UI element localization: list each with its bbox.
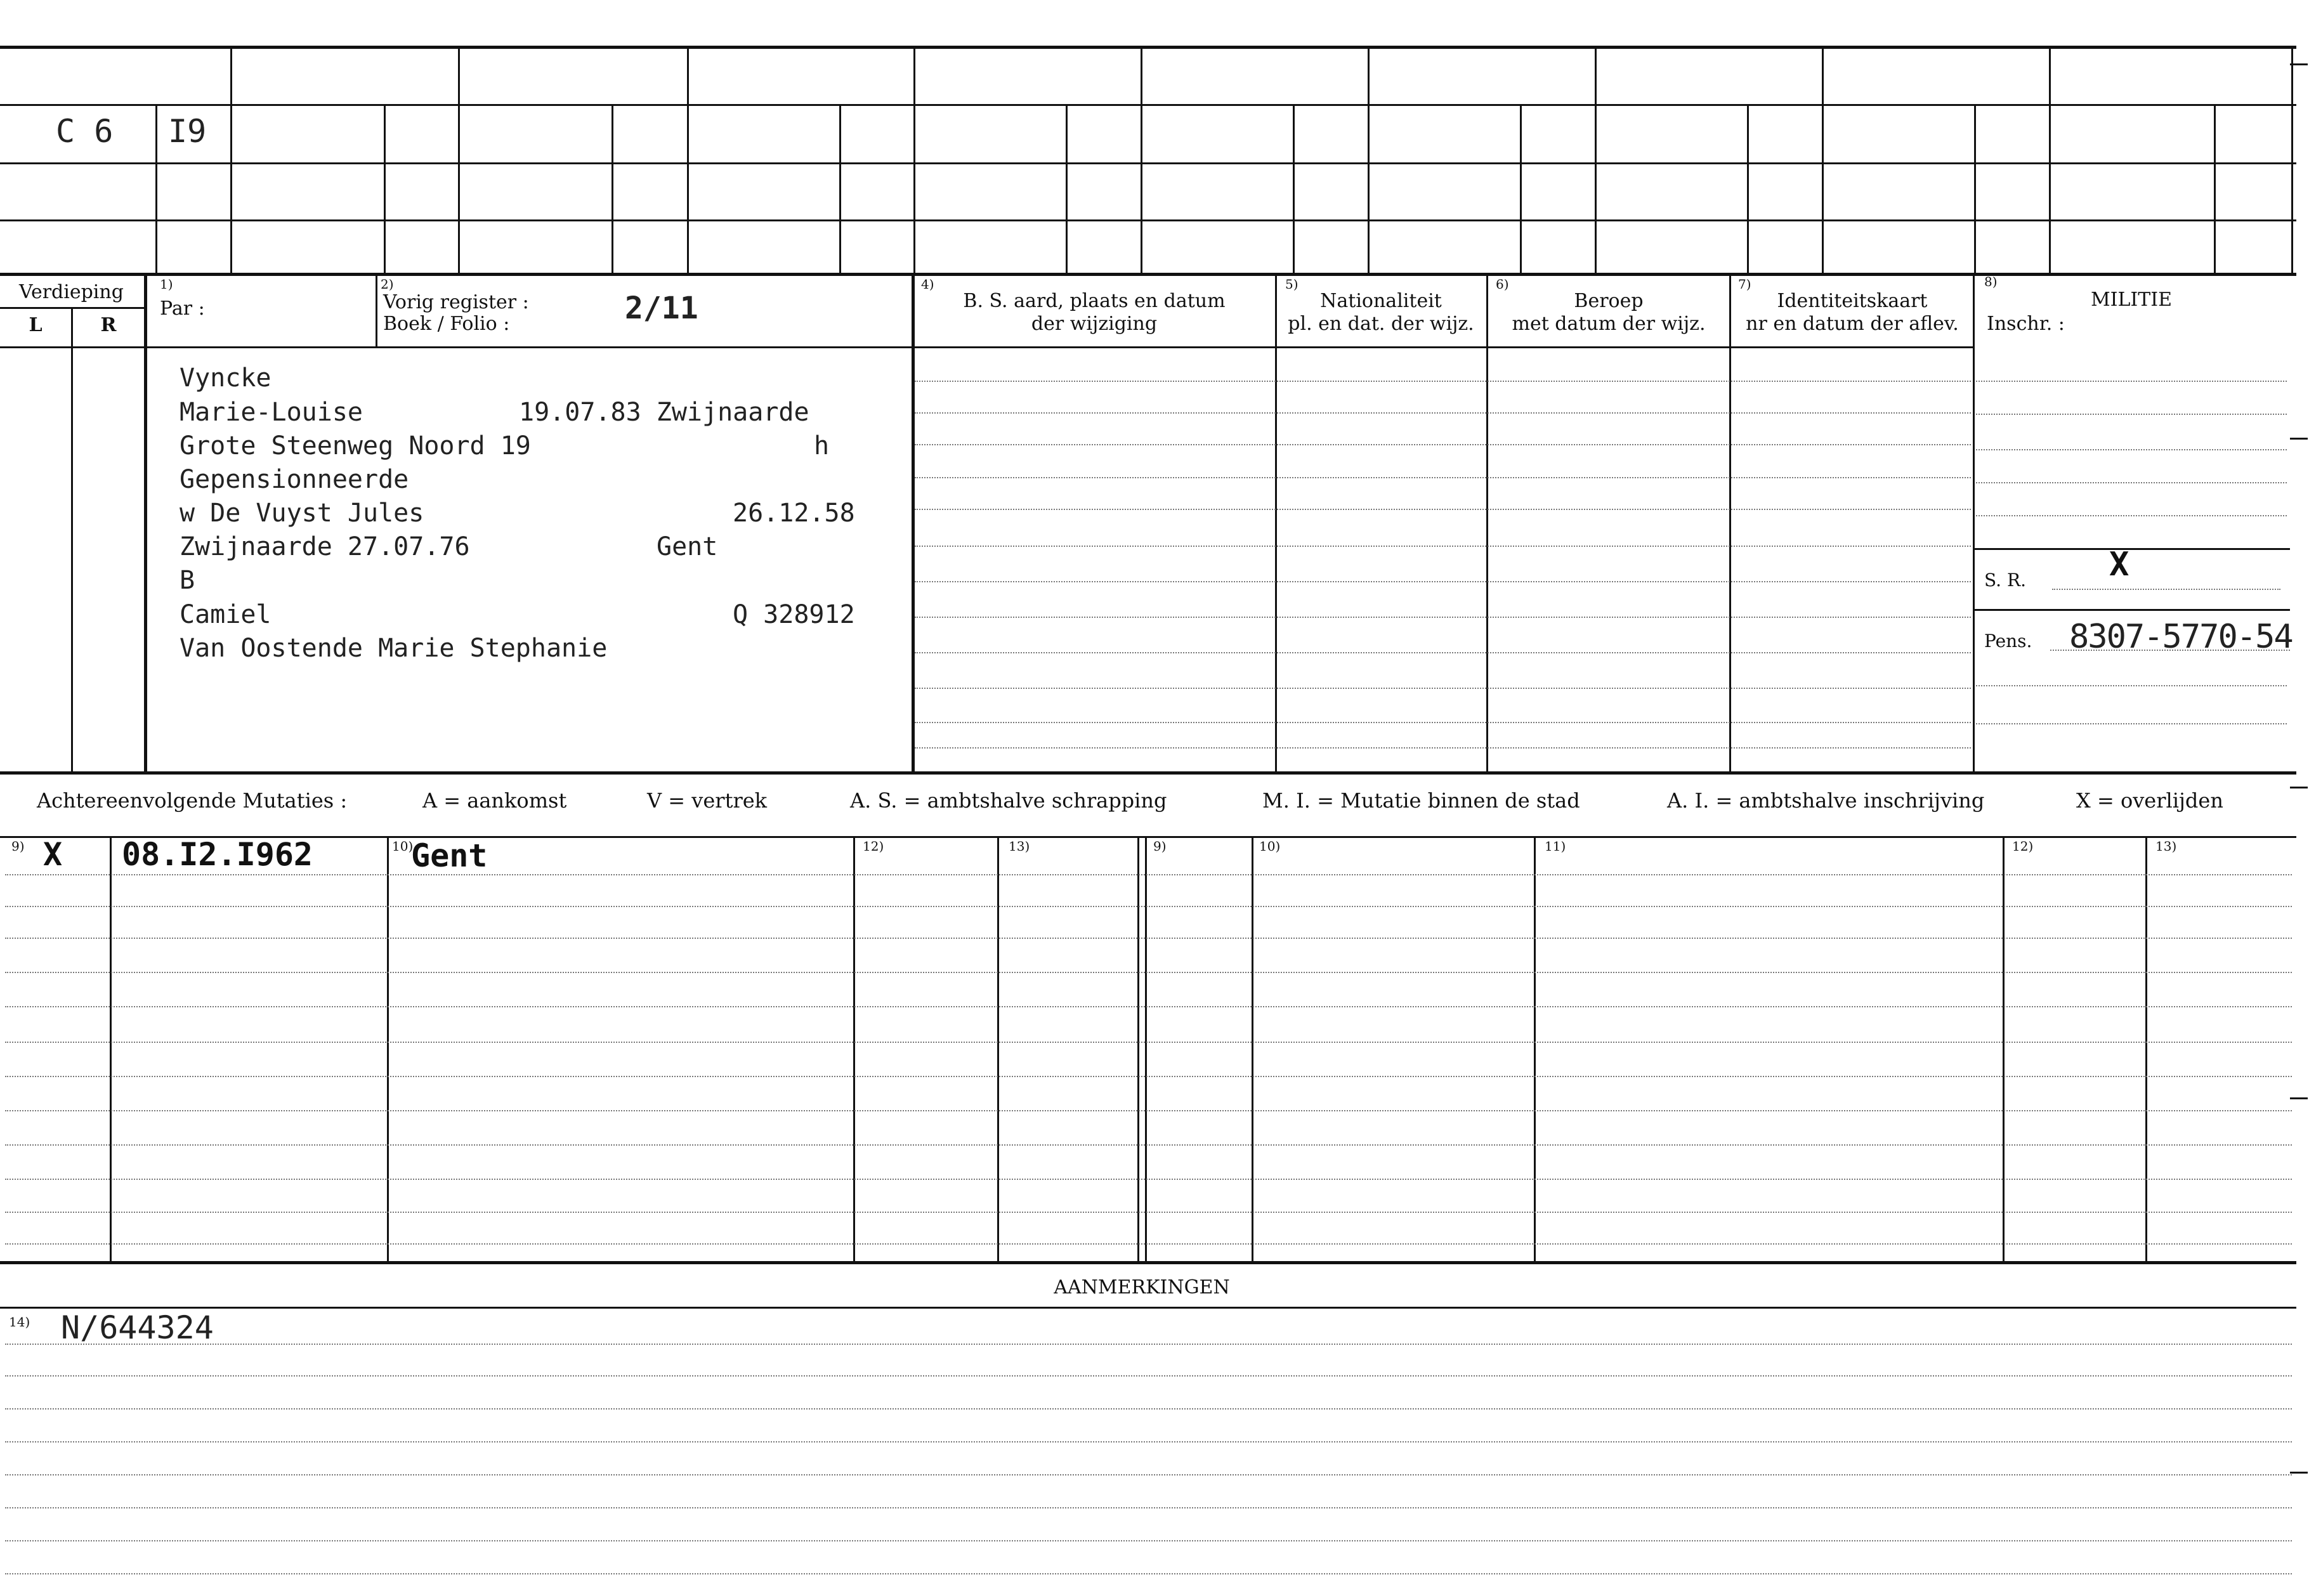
top-col-line: [2214, 104, 2216, 274]
mut-col10-label: 10): [392, 839, 414, 854]
top-col-line: [458, 47, 460, 274]
beroep-header-1: Beroep: [1574, 290, 1644, 312]
top-col-line: [1141, 47, 1142, 274]
id-header-2: nr en datum der aflev.: [1746, 313, 1959, 335]
mut-col-line: [2145, 836, 2147, 1262]
mut-col-line: [853, 836, 855, 1262]
mut-col-line: [1252, 836, 1253, 1262]
mut-row: [5, 1179, 2292, 1180]
col-line-vorig: [376, 274, 377, 348]
mut-col-line: [997, 836, 999, 1262]
mut-row: [5, 1076, 2292, 1077]
col-line-bs: [912, 274, 915, 774]
top-col-line: [1822, 47, 1824, 274]
top-code-2: I9: [168, 113, 207, 150]
bs-header-1: B. S. aard, plaats en datum: [963, 290, 1226, 312]
detail-row: [915, 688, 1971, 689]
top-col-line: [1595, 47, 1597, 274]
person-occupation: Gepensionneerde: [180, 464, 409, 494]
par-label: Par :: [160, 298, 205, 320]
top-row-line-3: [0, 219, 2296, 221]
top-row-line-2: [0, 162, 2296, 164]
col-line-l-r: [71, 307, 73, 774]
mut-col-line: [387, 836, 389, 1262]
edge-tick: [2290, 787, 2308, 788]
person-marriage-line: [180, 530, 909, 564]
floor-r-label: R: [100, 314, 117, 336]
top-row-line-1: [0, 104, 2296, 106]
beroep-header-2: met datum der wijz.: [1512, 313, 1706, 335]
mut-entry-date: 08.I2.I962: [122, 836, 313, 873]
detail-row: [915, 546, 1971, 547]
vorig-number: 2): [381, 277, 394, 292]
top-col-line: [1974, 104, 1976, 274]
edge-tick: [2290, 1472, 2308, 1474]
person-id-number: Q 328912: [733, 599, 855, 629]
person-father-line: [180, 598, 909, 632]
mut-row: [5, 972, 2292, 973]
person-address-mark: h: [814, 431, 830, 461]
militie-header: MILITIE: [2090, 289, 2173, 311]
remarks-row: [5, 1507, 2292, 1508]
mut-entry-place: Gent: [411, 837, 488, 874]
person-marriage-place: Gent: [657, 532, 718, 561]
person-name: Vyncke: [180, 363, 271, 393]
col-line-id: [1729, 274, 1731, 771]
remarks-row: [5, 1441, 2292, 1442]
top-col-line: [839, 104, 841, 274]
mutations-bottom: [0, 1261, 2296, 1264]
militie-row: [1976, 449, 2287, 450]
remarks-row: [5, 1408, 2292, 1410]
vorig-register-value: 2/11: [625, 291, 698, 326]
legend-ai: A. I. = ambtshalve inschrijving: [1667, 788, 1985, 813]
militie-pens-separator: [1973, 609, 2290, 611]
edge-tick: [2290, 438, 2308, 440]
mut-col13-label: 13): [1009, 839, 1030, 854]
legend-mi: M. I. = Mutatie binnen de stad: [1262, 788, 1580, 813]
detail-row: [915, 617, 1971, 618]
top-col-line: [230, 47, 232, 274]
bs-number: 4): [921, 277, 934, 292]
mut-row: [5, 1144, 2292, 1146]
person-address-line: [180, 429, 909, 463]
top-border: [0, 46, 2296, 49]
remarks-value: N/644324: [61, 1309, 214, 1346]
person-block-bottom: [0, 771, 2296, 775]
remarks-title: AANMERKINGEN: [1054, 1276, 1230, 1298]
mut-row: [5, 1212, 2292, 1213]
floor-l-label: L: [29, 314, 43, 336]
top-col-line: [913, 47, 915, 274]
col-line-militie: [1973, 274, 1975, 771]
header-bottom-line: [0, 346, 1973, 348]
person-marriage: Zwijnaarde 27.07.76: [180, 532, 470, 561]
remarks-row: [5, 1474, 2292, 1475]
nat-header-2: pl. en dat. der wijz.: [1288, 313, 1474, 335]
pens-value: 8307-5770-54: [2069, 618, 2293, 656]
top-col-line: [1747, 104, 1749, 274]
legend-a: A = aankomst: [422, 788, 567, 813]
id-header-1: Identiteitskaart: [1777, 290, 1928, 312]
militie-sr-separator: [1973, 548, 2290, 550]
edge-tick: [2290, 1097, 2308, 1099]
legend-title: Achtereenvolgende Mutaties :: [37, 788, 348, 813]
militie-row: [1976, 482, 2287, 483]
nat-number: 5): [1285, 277, 1298, 292]
detail-row: [915, 652, 1971, 653]
mut-col13b-label: 13): [2155, 839, 2177, 854]
mut-entry-type: X: [43, 836, 63, 873]
mut-col12-label: 12): [863, 839, 884, 854]
mut-col-line: [110, 836, 112, 1262]
militie-number: 8): [1984, 274, 1998, 289]
top-col-line: [612, 104, 613, 274]
verdieping-line: [0, 307, 146, 309]
person-spouse-date: 26.12.58: [733, 499, 855, 528]
militie-row: [1976, 685, 2287, 686]
remarks-number: 14): [9, 1314, 30, 1330]
detail-row: [915, 412, 1971, 414]
remarks-row: [5, 1573, 2292, 1574]
id-number: 7): [1738, 277, 1751, 292]
person-data: [180, 362, 909, 665]
nat-header-1: Nationaliteit: [1320, 290, 1442, 312]
sr-dotted: [2052, 589, 2280, 590]
top-col-line: [1066, 104, 1068, 274]
inschr-label: Inschr. :: [1987, 313, 2065, 335]
top-right-edge: [2291, 47, 2293, 274]
col-line-nat: [1275, 274, 1277, 771]
bs-header-2: der wijziging: [1031, 313, 1158, 335]
remarks-row: [5, 1540, 2292, 1541]
top-col-line: [155, 104, 157, 274]
pens-label: Pens.: [1984, 631, 2032, 651]
mut-row: [5, 938, 2292, 939]
mut-row: [5, 1243, 2292, 1245]
militie-row: [1976, 381, 2287, 382]
detail-row: [915, 509, 1971, 510]
mut-row: [5, 1006, 2292, 1007]
sr-label: S. R.: [1984, 570, 2026, 591]
person-nationality: B: [180, 566, 195, 595]
mut-col-line: [1137, 836, 1139, 1262]
vorig-register-label: Vorig register :: [383, 291, 529, 313]
mut-col-line: [1534, 836, 1536, 1262]
person-spouse: w De Vuyst Jules: [180, 499, 424, 528]
militie-row: [1976, 723, 2287, 724]
legend-x: X = overlijden: [2076, 788, 2223, 813]
top-grid-bottom-border: [0, 273, 2296, 276]
boek-folio-label: Boek / Folio :: [383, 313, 510, 335]
top-col-line: [384, 104, 386, 274]
remarks-row: [5, 1375, 2292, 1377]
detail-row: [915, 747, 1971, 749]
top-code-1: C 6: [56, 113, 114, 150]
remarks-top: [0, 1307, 2296, 1309]
person-spouse-line: [180, 497, 909, 530]
militie-row: [1976, 414, 2287, 415]
mut-row: [5, 1042, 2292, 1043]
verdieping-label: Verdieping: [19, 281, 124, 303]
top-col-line: [1368, 47, 1370, 274]
remarks-row: [5, 1344, 2292, 1345]
par-number: 1): [160, 277, 173, 292]
detail-row: [915, 381, 1971, 382]
col-line-par: [144, 274, 147, 774]
col-line-beroep: [1486, 274, 1488, 771]
top-col-line: [1293, 104, 1295, 274]
mut-col-line: [1145, 836, 1147, 1262]
mut-row: [5, 874, 2292, 875]
person-birth: 19.07.83 Zwijnaarde: [519, 397, 809, 427]
legend-v: V = vertrek: [647, 788, 768, 813]
mut-col9-label: 9): [11, 839, 25, 854]
mutations-top: [0, 836, 2296, 838]
person-mother: Van Oostende Marie Stephanie: [180, 633, 608, 663]
mut-row: [5, 906, 2292, 907]
mut-col10b-label: 10): [1259, 839, 1281, 854]
detail-row: [915, 477, 1971, 478]
mut-col-line: [2003, 836, 2005, 1262]
detail-row: [915, 722, 1971, 723]
detail-row: [915, 581, 1971, 582]
legend-as: A. S. = ambtshalve schrapping: [850, 788, 1167, 813]
top-col-line: [2049, 47, 2051, 274]
person-father: Camiel: [180, 599, 271, 629]
militie-row: [1976, 515, 2287, 516]
person-address: Grote Steenweg Noord 19: [180, 431, 531, 461]
person-first-name: Marie-Louise: [180, 397, 363, 427]
person-first-line: [180, 396, 909, 429]
edge-tick: [2290, 63, 2308, 65]
top-col-line: [1520, 104, 1522, 274]
mut-col9b-label: 9): [1153, 839, 1167, 854]
detail-row: [915, 444, 1971, 445]
top-col-line: [687, 47, 689, 274]
sr-mark: X: [2109, 546, 2129, 584]
beroep-number: 6): [1496, 277, 1509, 292]
mut-col11b-label: 11): [1545, 839, 1566, 854]
mut-col12b-label: 12): [2012, 839, 2034, 854]
mut-row: [5, 1110, 2292, 1111]
